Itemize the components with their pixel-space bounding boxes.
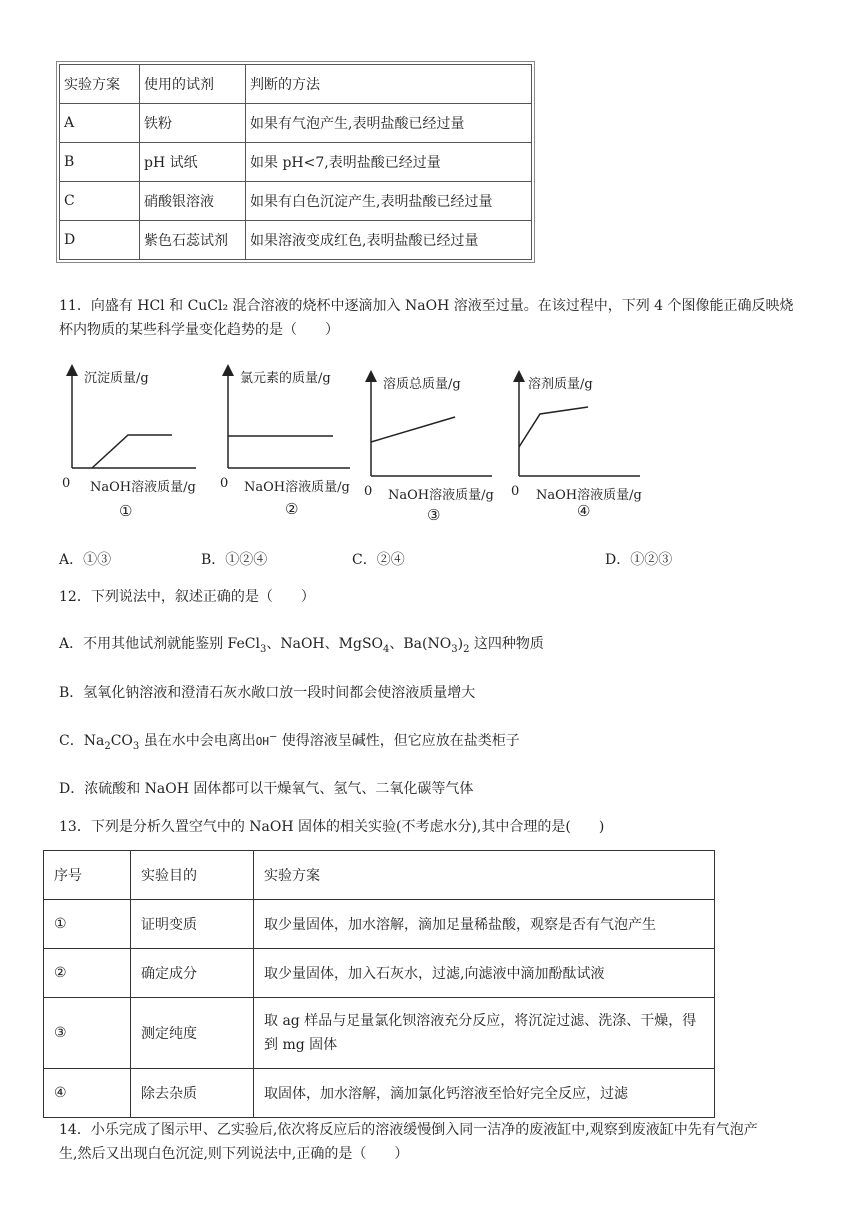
table-cell: 除去杂质 [131,1069,254,1118]
text-span: ) [457,636,464,652]
table-cell: 取固体，加水溶解，滴加氯化钙溶液至恰好完全反应，过滤 [254,1069,715,1118]
table-header-cell: 序号 [44,851,131,900]
table-row [44,1069,715,1118]
table-cell: 测定纯度 [131,998,254,1069]
question-text: 14．小乐完成了图示甲、乙实验后,依次将反应后的溶液缓慢倒入同一洁净的废液缸中,观察到废液缸中先有气泡产 [59,1122,758,1138]
subscript: 2 [104,740,111,752]
table-header-cell: 实验方案 [60,65,140,104]
question-text: 生,然后又出现白色沉淀,则下列说法中,正确的是（ ） [59,1146,409,1162]
subscript: 4 [383,643,390,655]
table-cell: 如果溶液变成红色,表明盐酸已经过量 [246,221,532,260]
text-span: 、NaOH、MgSO [266,636,384,652]
text-span: 使得溶液呈碱性，但它应放在盐类柜子 [277,733,520,749]
option-a: A．①③ [59,552,112,568]
text-span: 、Ba(NO [389,636,452,652]
table-cell: B [60,143,140,182]
graph-3-line [371,417,455,442]
hydroxide-ion: OH [255,735,269,748]
graph-4-line [519,407,588,447]
table-header-cell: 实验目的 [131,851,254,900]
superscript: − [268,731,278,743]
graph-2-xlabel: NaOH溶液质量/g [244,480,350,495]
table-cell: A [60,104,140,143]
graph-1-origin: 0 [62,476,71,491]
table-cell: 如果 pH<7,表明盐酸已经过量 [246,143,532,182]
table-header-cell: 实验方案 [254,851,715,900]
table-header-cell: 使用的试剂 [140,65,246,104]
graph-1-line [92,435,172,468]
subscript: 3 [132,740,140,752]
graph-3-xlabel: NaOH溶液质量/g [388,488,494,503]
text-span: C．Na [59,733,105,749]
option-c: C．②④ [352,552,405,568]
graph-4-xlabel: NaOH溶液质量/g [536,488,642,503]
question-12-stem: 12．下列说法中，叙述正确的是（ ） [59,589,315,605]
text-span: A．不用其他试剂就能鉴别 FeCl [59,636,260,652]
experiment-table [43,850,715,1118]
graph-2-ylabel: 氯元素的质量/g [240,371,331,386]
text-span: 这四种物质 [469,636,544,652]
table-cell: 确定成分 [131,949,254,998]
table-cell: ② [44,949,131,998]
table-cell: D [60,221,140,260]
option-b: B．①②④ [201,552,268,568]
table-row [44,998,715,1069]
graph-4-number: ④ [577,502,591,520]
question-text: 11．向盛有 HCl 和 CuCl₂ 混合溶液的烧杯中逐滴加入 NaOH 溶液至过量。在该过程中，下列 4 个图像能正确反映烧 [59,298,794,314]
table-cell: 取 ag 样品与足量氯化钡溶液充分反应，将沉淀过滤、洗涤、干燥，得到 mg 固体 [254,998,715,1069]
text-span: 虽在水中会电离出 [139,733,256,749]
graph-3-ylabel: 溶质总质量/g [383,377,461,392]
graph-4-origin: 0 [511,484,520,499]
table-cell: ① [44,900,131,949]
table-cell: ③ [44,998,131,1069]
table-cell: 如果有白色沉淀产生,表明盐酸已经过量 [246,182,532,221]
subscript: 2 [463,643,470,655]
graph-1-xlabel: NaOH溶液质量/g [90,480,196,495]
graph-4-ylabel: 溶剂质量/g [528,377,593,392]
question-12-option-a [59,633,544,655]
graph-3-origin: 0 [364,484,373,499]
graph-2-origin: 0 [220,476,229,491]
question-12-option-b: B．氢氧化钠溶液和澄清石灰水敞口放一段时间都会使溶液质量增大 [59,685,476,701]
graph-1-number: ① [119,502,133,520]
question-text: 杯内物质的某些科学量变化趋势的是（ ） [59,322,339,338]
table-row [44,900,715,949]
graph-2-number: ② [285,500,299,518]
table-header-cell: 判断的方法 [246,65,532,104]
subscript: 3 [259,643,267,655]
option-d: D．①②③ [605,552,673,568]
table-cell: 如果有气泡产生,表明盐酸已经过量 [246,104,532,143]
question-12-option-c [59,730,520,752]
graph-3-number: ③ [427,506,441,524]
question-13-stem: 13．下列是分析久置空气中的 NaOH 固体的相关实验(不考虑水分),其中合理的是( ) [59,819,605,835]
question-12-option-d: D．浓硫酸和 NaOH 固体都可以干燥氧气、氢气、二氧化碳等气体 [59,781,474,797]
text-span: CO [110,733,133,749]
question-14 [59,1118,819,1166]
table-cell: 铁粉 [140,104,246,143]
subscript: 3 [451,643,458,655]
table-cell: ④ [44,1069,131,1118]
table-header-row [44,851,715,900]
table-cell: 硝酸银溶液 [140,182,246,221]
table-cell: 紫色石蕊试剂 [140,221,246,260]
graph-1-ylabel: 沉淀质量/g [84,371,149,386]
table-cell: C [60,182,140,221]
table-cell: 取少量固体，加入石灰水，过滤,向滤液中滴加酚酞试液 [254,949,715,998]
table-cell: 取少量固体，加水溶解，滴加足量稀盐酸，观察是否有气泡产生 [254,900,715,949]
table-row [44,949,715,998]
table-cell: pH 试纸 [140,143,246,182]
table-cell: 证明变质 [131,900,254,949]
